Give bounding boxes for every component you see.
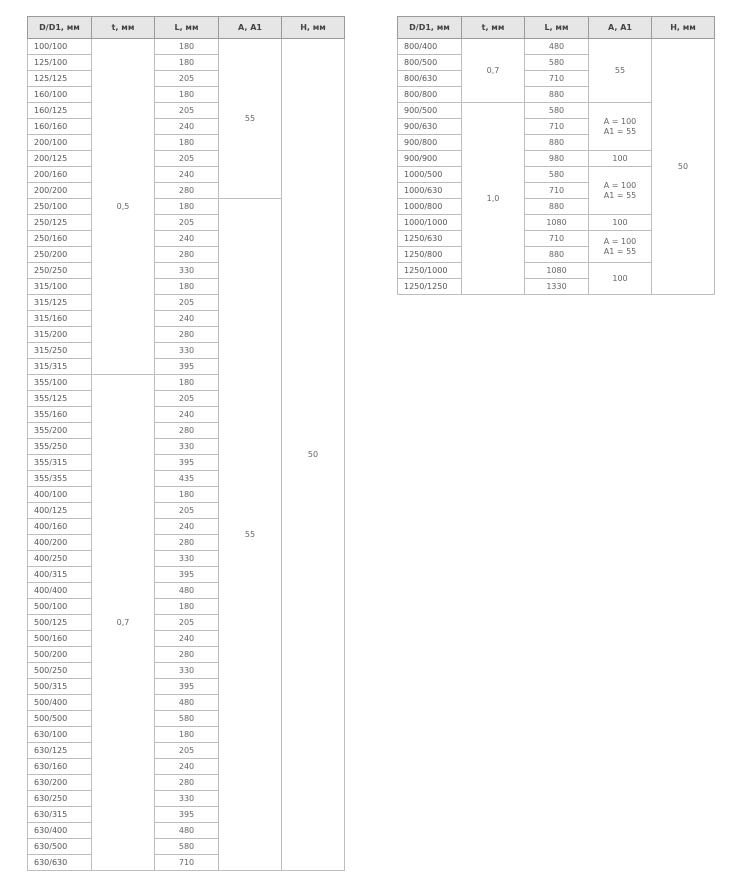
diameter-cell: 500/125 xyxy=(28,615,92,631)
length-cell: 180 xyxy=(155,279,219,295)
diameter-cell: 315/315 xyxy=(28,359,92,375)
length-cell: 330 xyxy=(155,663,219,679)
length-cell: 435 xyxy=(155,471,219,487)
length-cell: 330 xyxy=(155,551,219,567)
diameter-cell: 315/100 xyxy=(28,279,92,295)
diameter-cell: 800/500 xyxy=(398,55,462,71)
length-cell: 205 xyxy=(155,71,219,87)
thickness-cell: 0,5 xyxy=(92,39,155,375)
length-cell: 240 xyxy=(155,119,219,135)
diameter-cell: 900/900 xyxy=(398,151,462,167)
length-cell: 180 xyxy=(155,87,219,103)
header-length: L, мм xyxy=(155,17,219,39)
height-cell: 50 xyxy=(282,39,345,871)
length-cell: 180 xyxy=(155,487,219,503)
diameter-cell: 630/630 xyxy=(28,855,92,871)
diameter-cell: 1250/1000 xyxy=(398,263,462,279)
length-cell: 880 xyxy=(525,87,589,103)
diameter-cell: 355/125 xyxy=(28,391,92,407)
header-a-a1: A, A1 xyxy=(589,17,652,39)
length-cell: 580 xyxy=(155,711,219,727)
length-cell: 580 xyxy=(525,103,589,119)
table-row xyxy=(398,39,715,55)
length-cell: 180 xyxy=(155,55,219,71)
diameter-cell: 160/125 xyxy=(28,103,92,119)
length-cell: 240 xyxy=(155,231,219,247)
diameter-cell: 1000/1000 xyxy=(398,215,462,231)
diameter-cell: 355/100 xyxy=(28,375,92,391)
diameter-cell: 400/100 xyxy=(28,487,92,503)
length-cell: 710 xyxy=(155,855,219,871)
diameter-cell: 250/200 xyxy=(28,247,92,263)
length-cell: 205 xyxy=(155,215,219,231)
header-height: H, мм xyxy=(652,17,715,39)
a-a1-cell: 55 xyxy=(589,39,652,103)
length-cell: 395 xyxy=(155,807,219,823)
length-cell: 205 xyxy=(155,743,219,759)
table-header xyxy=(398,17,715,39)
a-a1-cell: 100 xyxy=(589,215,652,231)
length-cell: 180 xyxy=(155,599,219,615)
height-cell: 50 xyxy=(652,39,715,295)
diameter-cell: 800/400 xyxy=(398,39,462,55)
diameter-cell: 500/160 xyxy=(28,631,92,647)
length-cell: 280 xyxy=(155,647,219,663)
diameter-cell: 500/100 xyxy=(28,599,92,615)
diameter-cell: 125/100 xyxy=(28,55,92,71)
diameter-cell: 900/800 xyxy=(398,135,462,151)
dimensions-table-small xyxy=(27,16,345,871)
diameter-cell: 200/100 xyxy=(28,135,92,151)
diameter-cell: 355/315 xyxy=(28,455,92,471)
diameter-cell: 1000/500 xyxy=(398,167,462,183)
diameter-cell: 1250/800 xyxy=(398,247,462,263)
length-cell: 280 xyxy=(155,423,219,439)
diameter-cell: 1000/630 xyxy=(398,183,462,199)
header-diameter: D/D1, мм xyxy=(28,17,92,39)
a-a1-cell: 100 xyxy=(589,151,652,167)
diameter-cell: 630/160 xyxy=(28,759,92,775)
a-a1-cell: 55 xyxy=(219,199,282,871)
diameter-cell: 630/500 xyxy=(28,839,92,855)
thickness-cell: 0,7 xyxy=(462,39,525,103)
diameter-cell: 200/160 xyxy=(28,167,92,183)
length-cell: 1080 xyxy=(525,263,589,279)
length-cell: 240 xyxy=(155,167,219,183)
diameter-cell: 900/630 xyxy=(398,119,462,135)
header-height: H, мм xyxy=(282,17,345,39)
diameter-cell: 630/400 xyxy=(28,823,92,839)
diameter-cell: 800/800 xyxy=(398,87,462,103)
length-cell: 880 xyxy=(525,135,589,151)
length-cell: 1080 xyxy=(525,215,589,231)
length-cell: 180 xyxy=(155,727,219,743)
table-row xyxy=(28,39,345,55)
length-cell: 205 xyxy=(155,103,219,119)
a-a1-cell: 55 xyxy=(219,39,282,199)
length-cell: 580 xyxy=(525,167,589,183)
length-cell: 280 xyxy=(155,775,219,791)
length-cell: 240 xyxy=(155,759,219,775)
length-cell: 710 xyxy=(525,119,589,135)
a-a1-cell: A = 100 A1 = 55 xyxy=(589,103,652,151)
table-body xyxy=(28,39,345,871)
length-cell: 180 xyxy=(155,375,219,391)
length-cell: 240 xyxy=(155,519,219,535)
diameter-cell: 125/125 xyxy=(28,71,92,87)
diameter-cell: 355/355 xyxy=(28,471,92,487)
length-cell: 1330 xyxy=(525,279,589,295)
length-cell: 330 xyxy=(155,263,219,279)
length-cell: 180 xyxy=(155,39,219,55)
diameter-cell: 400/315 xyxy=(28,567,92,583)
length-cell: 480 xyxy=(525,39,589,55)
length-cell: 205 xyxy=(155,615,219,631)
length-cell: 330 xyxy=(155,439,219,455)
a-a1-cell: A = 100 A1 = 55 xyxy=(589,167,652,215)
length-cell: 710 xyxy=(525,183,589,199)
diameter-cell: 900/500 xyxy=(398,103,462,119)
diameter-cell: 355/160 xyxy=(28,407,92,423)
diameter-cell: 250/100 xyxy=(28,199,92,215)
diameter-cell: 1250/1250 xyxy=(398,279,462,295)
diameter-cell: 500/500 xyxy=(28,711,92,727)
length-cell: 240 xyxy=(155,631,219,647)
diameter-cell: 400/160 xyxy=(28,519,92,535)
diameter-cell: 1000/800 xyxy=(398,199,462,215)
length-cell: 980 xyxy=(525,151,589,167)
a-a1-cell: 100 xyxy=(589,263,652,295)
length-cell: 205 xyxy=(155,151,219,167)
header-thickness: t, мм xyxy=(462,17,525,39)
a-a1-cell: A = 100 A1 = 55 xyxy=(589,231,652,263)
diameter-cell: 250/250 xyxy=(28,263,92,279)
diameter-cell: 400/400 xyxy=(28,583,92,599)
thickness-cell: 1,0 xyxy=(462,103,525,295)
diameter-cell: 630/200 xyxy=(28,775,92,791)
length-cell: 880 xyxy=(525,199,589,215)
diameter-cell: 160/160 xyxy=(28,119,92,135)
length-cell: 580 xyxy=(155,839,219,855)
length-cell: 395 xyxy=(155,455,219,471)
diameter-cell: 200/200 xyxy=(28,183,92,199)
length-cell: 580 xyxy=(525,55,589,71)
length-cell: 240 xyxy=(155,311,219,327)
diameter-cell: 630/315 xyxy=(28,807,92,823)
header-thickness: t, мм xyxy=(92,17,155,39)
length-cell: 180 xyxy=(155,135,219,151)
length-cell: 280 xyxy=(155,247,219,263)
length-cell: 180 xyxy=(155,199,219,215)
diameter-cell: 500/200 xyxy=(28,647,92,663)
length-cell: 480 xyxy=(155,583,219,599)
diameter-cell: 630/125 xyxy=(28,743,92,759)
diameter-cell: 250/125 xyxy=(28,215,92,231)
length-cell: 205 xyxy=(155,503,219,519)
table-body xyxy=(398,39,715,295)
header-a-a1: A, A1 xyxy=(219,17,282,39)
diameter-cell: 1250/630 xyxy=(398,231,462,247)
length-cell: 240 xyxy=(155,407,219,423)
length-cell: 480 xyxy=(155,695,219,711)
diameter-cell: 355/200 xyxy=(28,423,92,439)
length-cell: 330 xyxy=(155,791,219,807)
length-cell: 330 xyxy=(155,343,219,359)
length-cell: 395 xyxy=(155,567,219,583)
diameter-cell: 160/100 xyxy=(28,87,92,103)
diameter-cell: 315/200 xyxy=(28,327,92,343)
diameter-cell: 315/125 xyxy=(28,295,92,311)
diameter-cell: 400/125 xyxy=(28,503,92,519)
length-cell: 395 xyxy=(155,359,219,375)
length-cell: 280 xyxy=(155,535,219,551)
diameter-cell: 250/160 xyxy=(28,231,92,247)
diameter-cell: 500/250 xyxy=(28,663,92,679)
length-cell: 710 xyxy=(525,231,589,247)
diameter-cell: 630/250 xyxy=(28,791,92,807)
length-cell: 480 xyxy=(155,823,219,839)
diameter-cell: 315/160 xyxy=(28,311,92,327)
diameter-cell: 315/250 xyxy=(28,343,92,359)
diameter-cell: 200/125 xyxy=(28,151,92,167)
thickness-cell: 0,7 xyxy=(92,375,155,871)
table-header xyxy=(28,17,345,39)
diameter-cell: 400/250 xyxy=(28,551,92,567)
diameter-cell: 100/100 xyxy=(28,39,92,55)
header-length: L, мм xyxy=(525,17,589,39)
diameter-cell: 630/100 xyxy=(28,727,92,743)
length-cell: 395 xyxy=(155,679,219,695)
diameter-cell: 355/250 xyxy=(28,439,92,455)
length-cell: 880 xyxy=(525,247,589,263)
diameter-cell: 500/315 xyxy=(28,679,92,695)
length-cell: 205 xyxy=(155,295,219,311)
diameter-cell: 500/400 xyxy=(28,695,92,711)
length-cell: 710 xyxy=(525,71,589,87)
diameter-cell: 800/630 xyxy=(398,71,462,87)
header-diameter: D/D1, мм xyxy=(398,17,462,39)
length-cell: 205 xyxy=(155,391,219,407)
dimensions-table-large xyxy=(397,16,715,295)
length-cell: 280 xyxy=(155,183,219,199)
length-cell: 280 xyxy=(155,327,219,343)
diameter-cell: 400/200 xyxy=(28,535,92,551)
